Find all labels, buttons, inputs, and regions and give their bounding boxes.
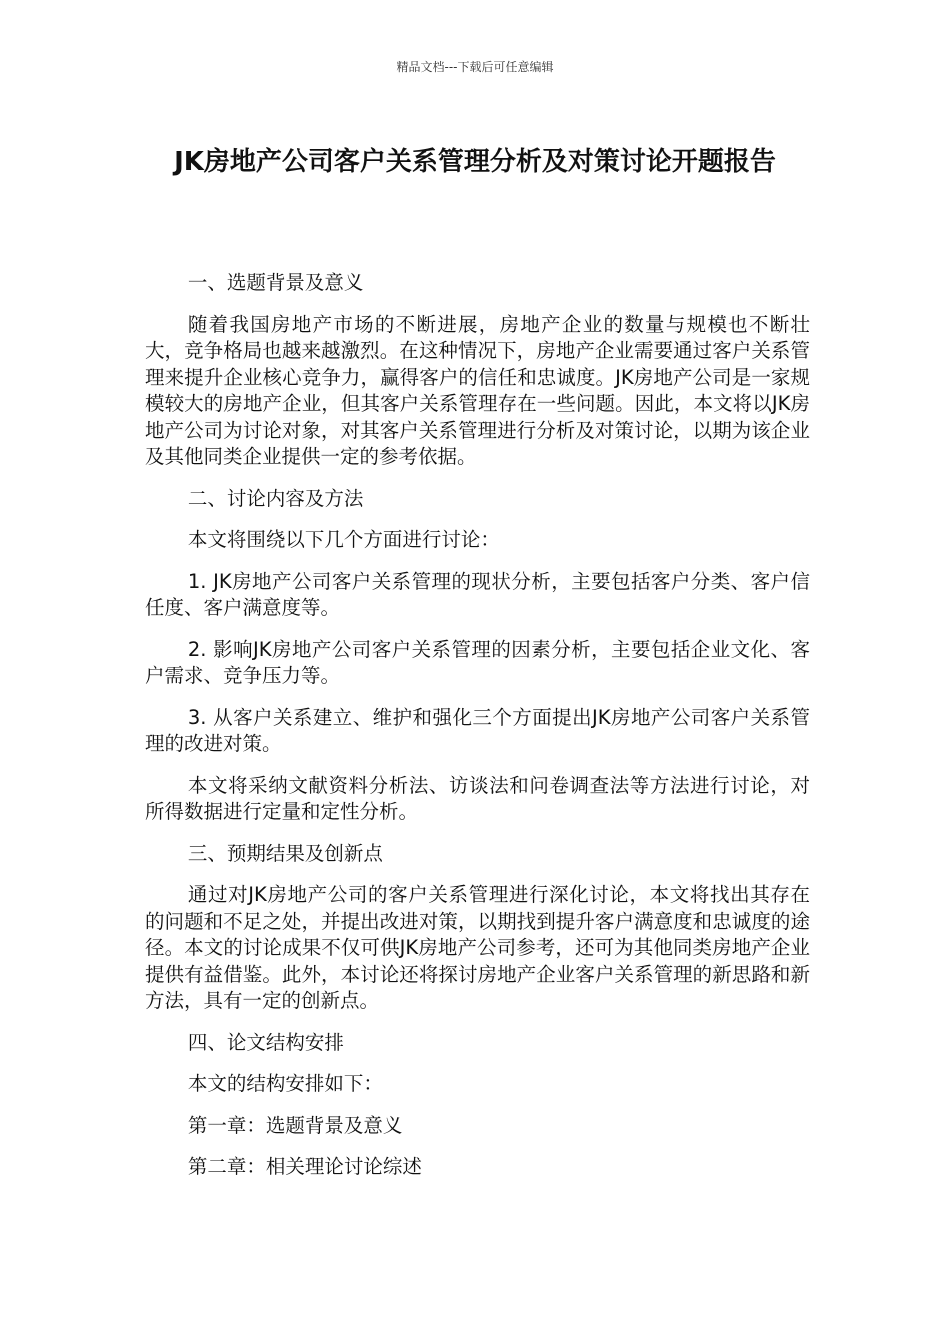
chapter-item-1: 第一章：选题背景及意义 [187,1113,403,1137]
section-heading-2: 二、讨论内容及方法 [187,486,364,510]
document-title: JK房地产公司客户关系管理分析及对策讨论开题报告 [174,147,776,177]
document-body [145,270,810,1196]
chapter-item-2: 第二章：相关理论讨论综述 [187,1155,422,1178]
section-heading-1: 一、选题背景及意义 [187,271,364,294]
header-note: 精品文档---下载后可任意编辑 [396,60,554,74]
paragraph-intro: 本文将围绕以下几个方面进行讨论： [187,528,500,551]
paragraph-background: 随着我国房地产市场的不断进展，房地产企业的数量与规模也不断壮大，竞争格局也越来越激烈。在这种情况下，房地产企业需要通过客户关系管理来提升企业核心竞争力，赢得客户的信任和忠诚度。JK房地产公司是一家规模较大的房地产企业，但其客户关系管理存在一些问题。因此，本文将以JK房地产公司为讨论对象，对其客户关系管理进行分析及对策讨论，以期为该企业及其他同类企业提供一定的参考依据。 [145,312,810,468]
paragraph-results: 通过对JK房地产公司的客户关系管理进行深化讨论，本文将找出其存在的问题和不足之处，并提出改进对策，以期找到提升客户满意度和忠诚度的途径。本文的讨论成果不仅可供JK房地产公司参考，还可为其他同类房地产企业提供有益借鉴。此外，本讨论还将探讨房地产企业客户关系管理的新思路和新方法，具有一定的创新点。 [145,883,810,1012]
paragraph-structure: 本文的结构安排如下： [187,1072,383,1095]
section-heading-4: 四、论文结构安排 [187,1030,344,1054]
list-item-2: 2. 影响JK房地产公司客户关系管理的因素分析，主要包括企业文化、客户需求、竞争压力等。 [145,637,810,687]
list-item-3: 3. 从客户关系建立、维护和强化三个方面提出JK房地产公司客户关系管理的改进对策。 [145,705,810,755]
list-item-1: 1. JK房地产公司客户关系管理的现状分析，主要包括客户分类、客户信任度、客户满意度等。 [145,569,810,619]
paragraph-method: 本文将采纳文献资料分析法、访谈法和问卷调查法等方法进行讨论，对所得数据进行定量和定性分析。 [145,773,810,823]
section-heading-3: 三、预期结果及创新点 [187,841,383,865]
